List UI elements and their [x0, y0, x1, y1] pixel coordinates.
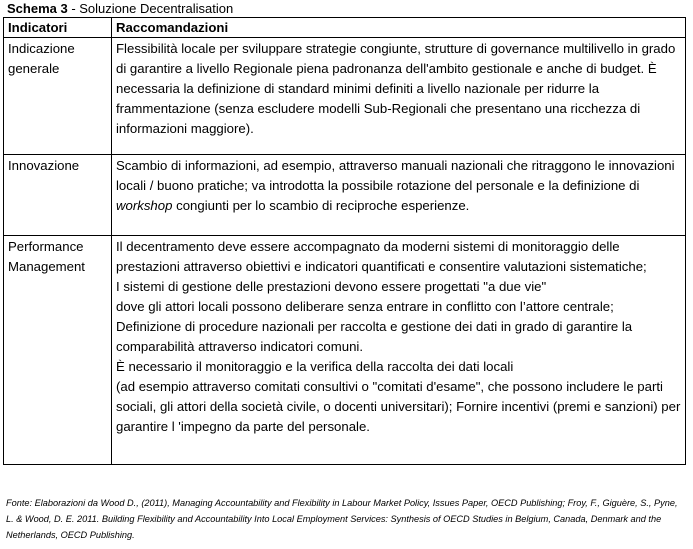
recommendation-line: Definizione di procedure nazionali per raccolta e gestione dei dati in grado di garantire la comparabilità attraverso indicatori comuni.: [116, 319, 633, 354]
recommendation-line: Il decentramento deve essere accompagnato da moderni sistemi di monitoraggio delle prestazioni attraverso obiettivi e indicatori quantificati e consentire valutazioni sistematiche;: [116, 239, 647, 274]
recommendation-italic-term: workshop: [116, 198, 173, 213]
indicator-cell: Performance Management: [4, 236, 112, 465]
header-raccomandazioni: Raccomandazioni: [112, 18, 686, 38]
indicator-cell: Indicazione generale: [4, 38, 112, 155]
caption-separator: -: [67, 1, 80, 16]
source-note: Fonte: Elaborazioni da Wood D., (2011), Managing Accountability and Flexibility in Labour Market Policy, Issues Paper, OECD Publishing; Froy, F., Giguère, S., Pyne, L. & Wood, D. E. 2011. Building Flexibility and Accountability Into Local Employment Services: Synthesis of OECD Studies in Belgium, Canada, Denmark and the Netherlands, OECD Publishing.: [6, 498, 678, 540]
table-row: [4, 236, 686, 465]
recommendation-line: (ad esempio attraverso comitati consultivi o "comitati d'esame", che possono includere le parti sociali, gli attori della società civile, o docenti universitari); Fornire incentivi (premi e sanzioni) per garantire l 'impegno da parte del personale.: [116, 379, 681, 434]
recommendations-table: [3, 17, 686, 465]
recommendation-line: I sistemi di gestione delle prestazioni devono essere progettati "a due vie": [116, 279, 547, 294]
indicator-cell: Innovazione: [4, 155, 112, 236]
recommendation-text-end: congiunti per lo scambio di reciproche esperienze.: [172, 198, 470, 213]
recommendation-cell: [112, 236, 686, 465]
header-indicatori: Indicatori: [4, 18, 112, 38]
schema-label: Schema 3: [7, 1, 68, 16]
recommendation-text: Scambio di informazioni, ad esempio, attraverso manuali nazionali che ritraggono le innovazioni locali / buono pratiche; va introdotta la possibile rotazione del personale e la definizione di: [116, 158, 675, 193]
recommendation-cell: [112, 155, 686, 236]
table-row: [4, 155, 686, 236]
schema-title: Soluzione Decentralisation: [79, 1, 234, 16]
table-row: [4, 38, 686, 155]
header-row: [4, 18, 686, 38]
recommendation-line: È necessario il monitoraggio e la verifica della raccolta dei dati locali: [116, 359, 514, 374]
recommendation-line: dove gli attori locali possono deliberare senza entrare in conflitto con l’attore centrale;: [116, 299, 614, 314]
recommendation-cell: Flessibilità locale per sviluppare strategie congiunte, strutture di governance multilivello in grado di garantire a livello Regionale piena padronanza dell'ambito gestionale e anche di budget. È necessaria la definizione di standard minimi definiti a livello nazionale per ridurre la frammentazione (senza escludere modelli Sub-Regionali che presentano una ricchezza di informazioni maggiore).: [112, 38, 686, 155]
schema-caption: [7, 1, 233, 17]
